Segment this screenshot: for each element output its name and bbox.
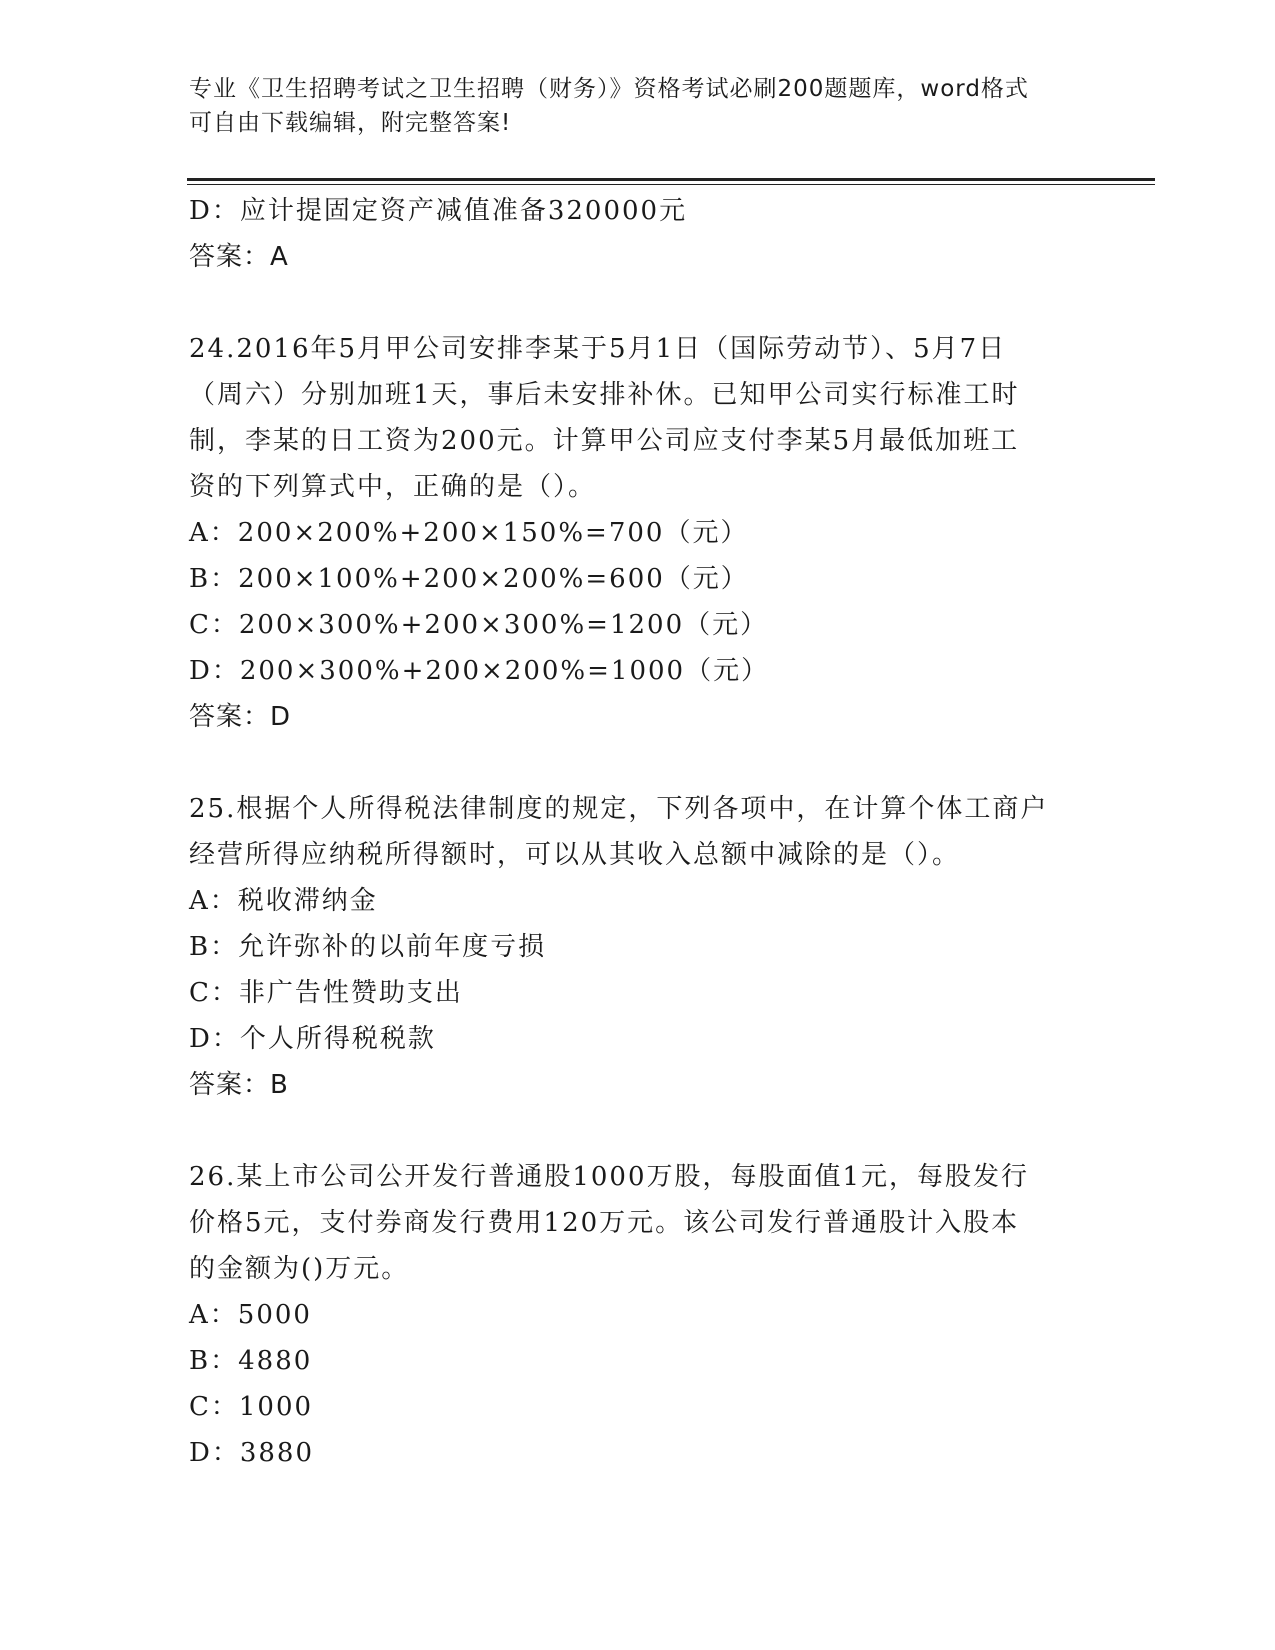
question-stem-line: （周六）分别加班1天，事后未安排补休。已知甲公司实行标准工时 [189, 380, 1020, 410]
document-header [189, 72, 1069, 140]
option-a: A：税收滞纳金 [189, 886, 378, 916]
question-stem-line: 经营所得应纳税所得额时，可以从其收入总额中减除的是（）。 [189, 840, 961, 870]
header-rule-thin [187, 184, 1155, 185]
question-stem-line: 26.某上市公司公开发行普通股1000万股，每股面值1元，每股发行 [189, 1162, 1030, 1192]
option-c: C：200×300%+200×300%=1200（元） [189, 610, 769, 640]
question-content [189, 188, 1089, 1476]
question-26 [189, 1154, 1089, 1476]
header-line-2: 可自由下载编辑，附完整答案! [189, 110, 512, 136]
question-stem-line: 制，李某的日工资为200元。计算甲公司应支付李某5月最低加班工 [189, 426, 1020, 456]
answer: 答案：B [189, 1070, 289, 1100]
option-c: C：1000 [189, 1392, 314, 1422]
question-stem-line: 24.2016年5月甲公司安排李某于5月1日（国际劳动节）、5月7日 [189, 334, 1007, 364]
question-stem-line: 25.根据个人所得税法律制度的规定，下列各项中，在计算个体工商户 [189, 794, 1049, 824]
option-b: B：允许弥补的以前年度亏损 [189, 932, 547, 962]
question-stem-line: 资的下列算式中，正确的是（）。 [189, 472, 597, 502]
header-line-1: 专业《卫生招聘考试之卫生招聘（财务）》资格考试必刷200题题库，word格式 [189, 76, 1029, 102]
option-d: D：200×300%+200×200%=1000（元） [189, 656, 770, 686]
option-a: A：200×200%+200×150%=700（元） [189, 518, 749, 548]
spacer [189, 280, 1089, 326]
option-d: D：3880 [189, 1438, 315, 1468]
option-d: D：应计提固定资产减值准备320000元 [189, 196, 688, 226]
question-stem-line: 价格5元，支付券商发行费用120万元。该公司发行普通股计入股本 [189, 1208, 1020, 1238]
option-b: B：4880 [189, 1346, 313, 1376]
spacer [189, 740, 1089, 786]
option-c: C：非广告性赞助支出 [189, 978, 463, 1008]
spacer [189, 1108, 1089, 1154]
answer: 答案：D [189, 702, 292, 732]
answer: 答案：A [189, 242, 289, 272]
question-25 [189, 786, 1089, 1108]
question-stem-line: 的金额为()万元。 [189, 1254, 410, 1284]
question-24 [189, 326, 1089, 740]
option-d: D：个人所得税税款 [189, 1024, 436, 1054]
header-rule-thick [187, 178, 1155, 181]
option-b: B：200×100%+200×200%=600（元） [189, 564, 749, 594]
question-23-tail [189, 188, 1089, 280]
option-a: A：5000 [189, 1300, 312, 1330]
